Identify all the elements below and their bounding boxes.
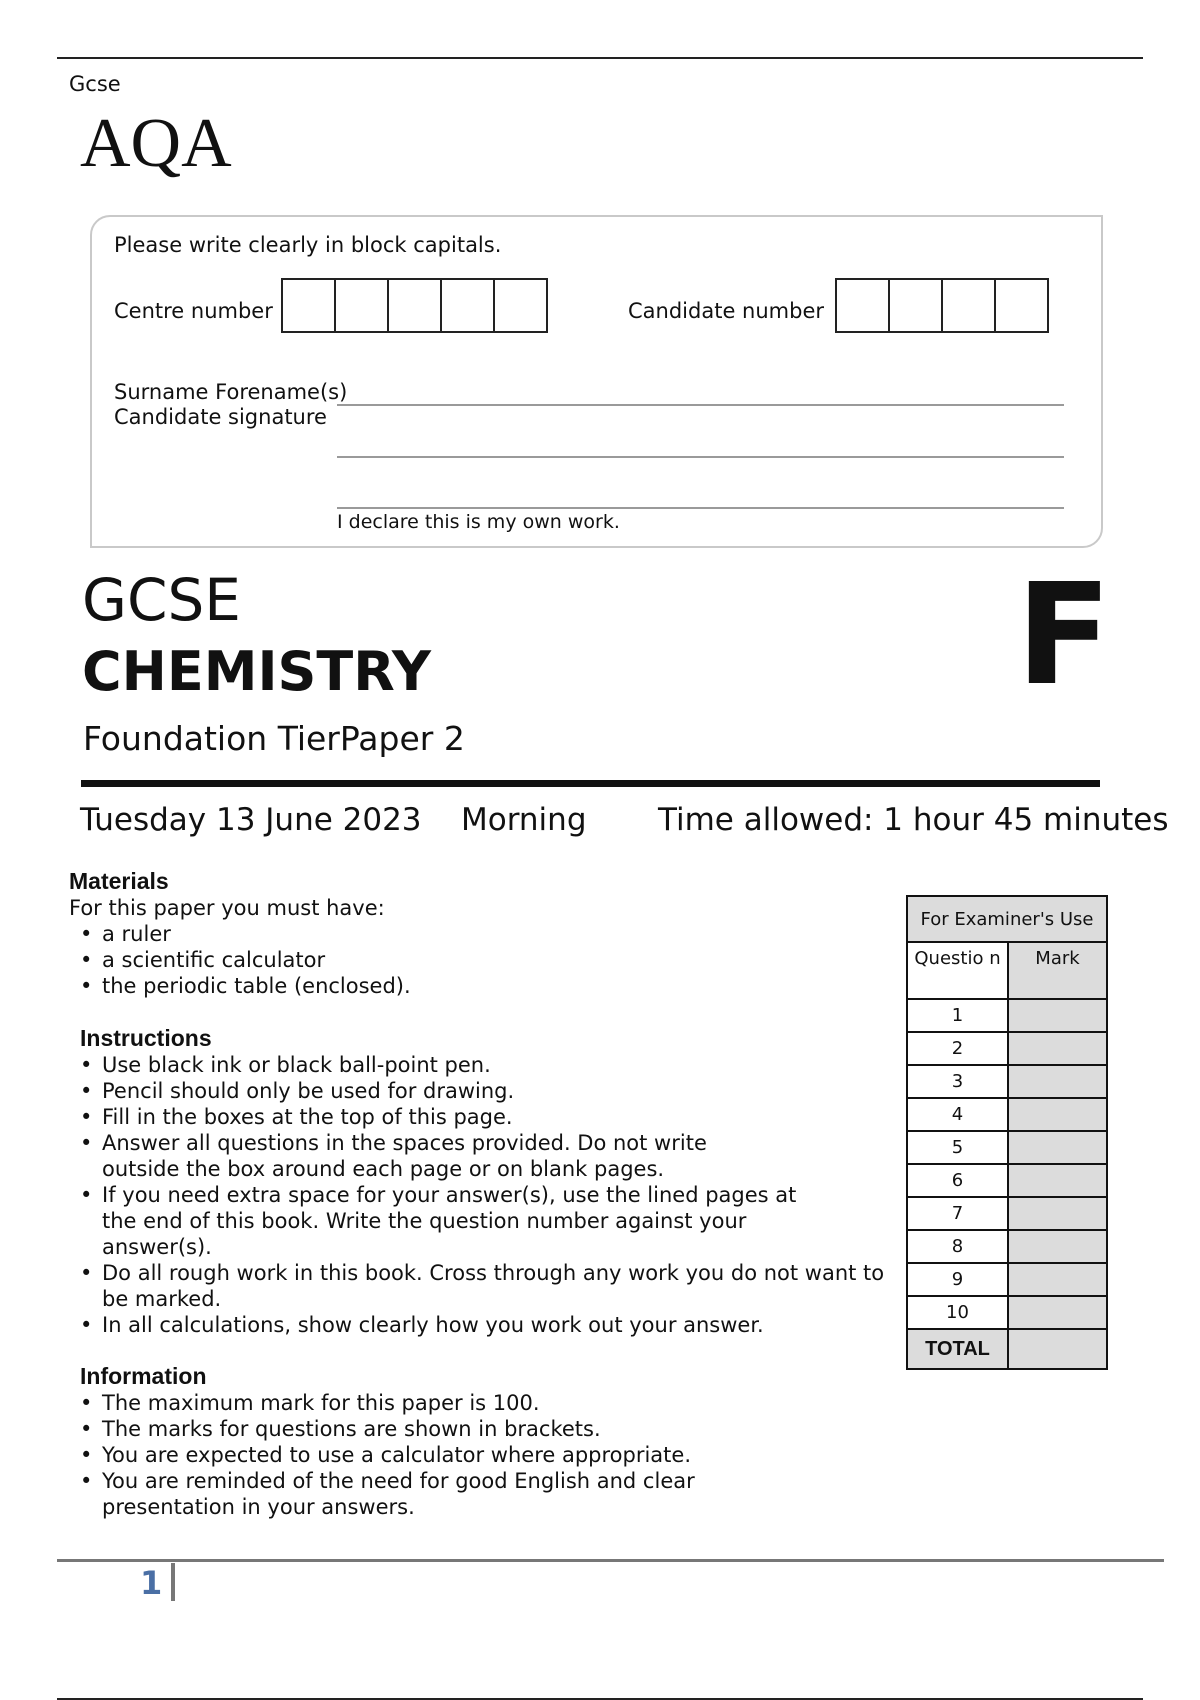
signature-line[interactable] (337, 507, 1064, 509)
table-row (907, 1197, 1107, 1230)
table-row (907, 1263, 1107, 1296)
materials-heading: Materials (69, 868, 169, 894)
mark-cell[interactable] (1008, 1296, 1107, 1329)
candidate-number-label: Candidate number (628, 299, 824, 323)
question-number-cell: 10 (907, 1296, 1008, 1329)
list-item: • The marks for questions are shown in brackets. (79, 1416, 759, 1442)
list-item: • the periodic table (enclosed). (79, 973, 839, 999)
candidate-number-digit-box[interactable] (994, 278, 1049, 333)
centre-number-digit-box[interactable] (281, 278, 336, 333)
top-rule (57, 57, 1143, 59)
list-item: • The maximum mark for this paper is 100. (79, 1390, 759, 1416)
question-column-header: Questio n (907, 942, 1008, 999)
instructions-list (79, 1052, 909, 1338)
page-number: 1 (140, 1564, 163, 1602)
tier-letter: F (1016, 554, 1112, 717)
centre-number-digit-box[interactable] (440, 278, 495, 333)
list-item: • Fill in the boxes at the top of this page. (79, 1104, 909, 1130)
question-number-cell: 9 (907, 1263, 1008, 1296)
signature-label: Candidate signature (114, 405, 327, 429)
block-capitals-instruction: Please write clearly in block capitals. (114, 233, 502, 257)
candidate-number-digit-box[interactable] (888, 278, 943, 333)
table-row (907, 1098, 1107, 1131)
document-label: Gcse (69, 72, 121, 96)
examiner-table-title: For Examiner's Use (907, 896, 1107, 942)
table-row (907, 1164, 1107, 1197)
table-row (907, 1131, 1107, 1164)
table-row (907, 1065, 1107, 1098)
surname-line[interactable] (337, 404, 1064, 406)
materials-intro: For this paper you must have: (69, 896, 385, 920)
total-mark-cell[interactable] (1008, 1329, 1107, 1369)
mark-cell[interactable] (1008, 1197, 1107, 1230)
time-allowed: Time allowed: 1 hour 45 minutes (658, 802, 1169, 838)
candidate-number-digit-box[interactable] (835, 278, 890, 333)
centre-number-label: Centre number (114, 299, 273, 323)
candidate-number-digit-box[interactable] (941, 278, 996, 333)
question-number-cell: 3 (907, 1065, 1008, 1098)
instructions-heading: Instructions (80, 1025, 212, 1051)
mark-cell[interactable] (1008, 999, 1107, 1032)
tier-paper-title: Foundation TierPaper 2 (83, 719, 465, 758)
mark-cell[interactable] (1008, 1098, 1107, 1131)
subject-title: CHEMISTRY (82, 640, 431, 703)
total-label: TOTAL (907, 1329, 1008, 1369)
centre-number-boxes[interactable] (281, 278, 548, 333)
mark-column-header: Mark (1008, 942, 1107, 999)
information-list (79, 1390, 759, 1520)
question-number-cell: 5 (907, 1131, 1008, 1164)
information-heading: Information (80, 1363, 207, 1389)
question-number-cell: 4 (907, 1098, 1008, 1131)
question-number-cell: 2 (907, 1032, 1008, 1065)
exam-session: Morning (461, 802, 587, 838)
centre-number-digit-box[interactable] (334, 278, 389, 333)
footer-rule (57, 1559, 1164, 1562)
examiner-use-table (906, 895, 1108, 1370)
list-item: • Pencil should only be used for drawing. (79, 1078, 909, 1104)
qualification-title: GCSE (82, 566, 241, 634)
mark-cell[interactable] (1008, 1065, 1107, 1098)
names-label: Surname Forename(s) (114, 380, 348, 404)
materials-list (79, 921, 839, 999)
table-row (907, 1296, 1107, 1329)
list-item: • In all calculations, show clearly how you work out your answer. (79, 1312, 909, 1338)
mark-cell[interactable] (1008, 1164, 1107, 1197)
centre-number-digit-box[interactable] (493, 278, 548, 333)
list-item: • You are reminded of the need for good English and clear presentation in your answers. (79, 1468, 759, 1520)
list-item: • You are expected to use a calculator where appropriate. (79, 1442, 759, 1468)
question-number-cell: 7 (907, 1197, 1008, 1230)
mark-cell[interactable] (1008, 1230, 1107, 1263)
table-row (907, 999, 1107, 1032)
list-item: • If you need extra space for your answer(s), use the lined pages at the end of this book. Write the question number against your answer(s). (79, 1182, 822, 1260)
page-number-bar (171, 1563, 175, 1601)
list-item: • Answer all questions in the spaces provided. Do not write outside the box around each page or on blank pages. (79, 1130, 742, 1182)
mark-cell[interactable] (1008, 1032, 1107, 1065)
table-row (907, 1230, 1107, 1263)
candidate-number-boxes[interactable] (835, 278, 1049, 333)
list-item: • Do all rough work in this book. Cross through any work you do not want to be marked. (79, 1260, 909, 1312)
list-item: • a scientific calculator (79, 947, 839, 973)
list-item: • a ruler (79, 921, 839, 947)
mark-cell[interactable] (1008, 1263, 1107, 1296)
centre-number-digit-box[interactable] (387, 278, 442, 333)
question-number-cell: 6 (907, 1164, 1008, 1197)
question-number-cell: 8 (907, 1230, 1008, 1263)
mark-cell[interactable] (1008, 1131, 1107, 1164)
forename-line[interactable] (337, 456, 1064, 458)
title-rule (81, 780, 1100, 787)
list-item: • Use black ink or black ball-point pen. (79, 1052, 909, 1078)
declaration-text: I declare this is my own work. (337, 511, 620, 533)
exam-date: Tuesday 13 June 2023 (80, 802, 422, 838)
aqa-logo: AQA (80, 105, 232, 182)
question-number-cell: 1 (907, 999, 1008, 1032)
table-row (907, 1032, 1107, 1065)
